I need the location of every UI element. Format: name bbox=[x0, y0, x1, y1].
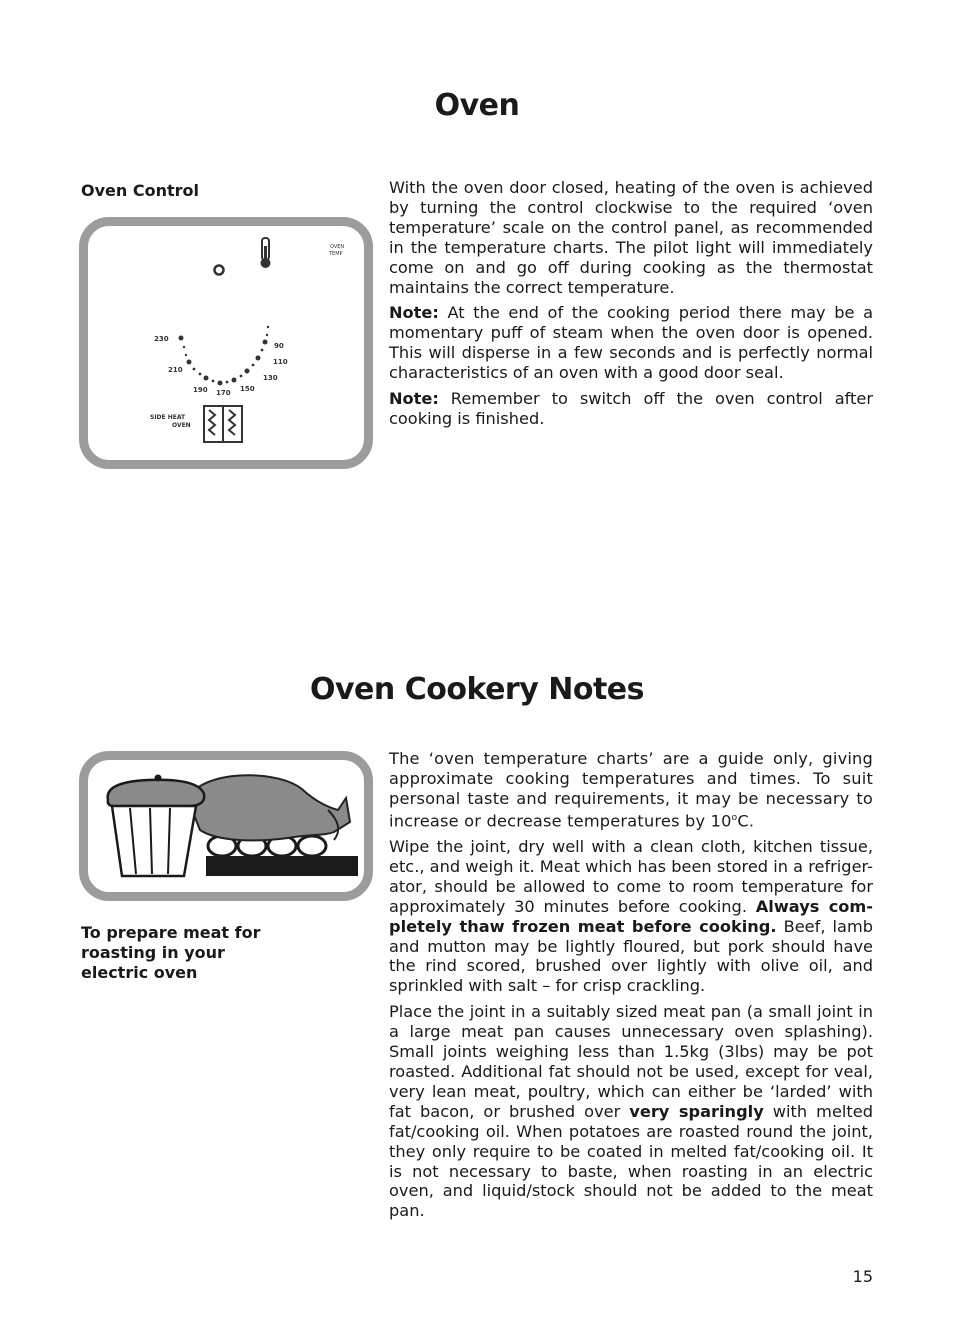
dial-mark-110: 110 bbox=[273, 358, 288, 366]
cookery-paragraph-1 bbox=[389, 749, 873, 831]
oven-title: Oven bbox=[434, 88, 520, 123]
oven-temp-label-2: TEMP bbox=[329, 251, 343, 257]
cookery-paragraph-3 bbox=[389, 1002, 873, 1221]
dial-mark-170: 170 bbox=[216, 389, 231, 397]
degree-symbol: o bbox=[731, 812, 738, 823]
dial-mark-230: 230 bbox=[154, 335, 169, 343]
paragraph-text: Beef, lamb and mutton may be lightly floured, but pork should have the rind scored, brushed over lightly with olive oil, and sprinkled with salt – for crisp crackling. bbox=[389, 916, 873, 996]
note-label: Note: bbox=[389, 389, 439, 409]
note-label: Note: bbox=[389, 303, 439, 323]
pilot-light-icon bbox=[215, 266, 224, 275]
dial-mark-130: 130 bbox=[263, 374, 278, 382]
oven-note-2 bbox=[389, 389, 873, 429]
oven-control-heading: Oven Control bbox=[81, 181, 199, 200]
dial-mark-90: 90 bbox=[274, 342, 284, 350]
paragraph-text: C. bbox=[737, 811, 755, 831]
element-selector-icon bbox=[204, 406, 242, 442]
oven-control-illustration bbox=[79, 217, 373, 469]
oven-note-1 bbox=[389, 303, 873, 383]
dial-mark-190: 190 bbox=[193, 386, 208, 394]
emphasis-text: Always com-pletely thaw frozen meat before cooking. bbox=[389, 896, 873, 936]
oven-paragraph-1: With the oven door closed, heating of the oven is achieved by turning the control clockwise to the required ‘oven temperature’ scale on the control panel, as recommended in the temperature charts. The pilot light will immediately come on and go off during cooking as the thermostat maintains the correct temperature. bbox=[389, 178, 873, 297]
note-text: At the end of the cooking period there may be a momentary puff of steam when the oven door is opened. This will disperse in a few seconds and is perfectly normal characteristics of an oven with a good door seal. bbox=[389, 303, 873, 383]
oven-body-text bbox=[389, 178, 873, 435]
paragraph-text: Place the joint in a suitably sized meat pan (a small joint in a large meat pan causes unnecessary oven splashing). Small joints weighing less than 1.5kg (3lbs) may be pot roasted. Additional fat should not be used, except for veal, very lean meat, poultry, which can either be ‘larded’ with fat bacon, or brushed over bbox=[389, 1002, 873, 1121]
cookery-paragraph-2 bbox=[389, 837, 873, 996]
note-text: Remember to switch off the oven control after cooking is finished. bbox=[389, 389, 873, 428]
oven-dial-diagram bbox=[88, 226, 364, 460]
paragraph-text: The ‘oven temperature charts’ are a guide only, giving approximate cooking temperatures and times. To suit personal taste and requirements, it may be necessary to increase or decrease temperatures by 10 bbox=[389, 749, 873, 831]
emphasis-text: very sparingly bbox=[629, 1101, 764, 1121]
thermometer-icon bbox=[261, 238, 271, 268]
cookery-title: Oven Cookery Notes bbox=[310, 672, 644, 707]
cookery-body-text bbox=[389, 749, 873, 1227]
oven-selector-label: OVEN bbox=[172, 422, 191, 429]
paragraph-text: Wipe the joint, dry well with a clean cloth, kitchen tissue, etc., and weigh it. Meat which has been stored in a refriger-ator, should be allowed to come to room temperature for approximately 30 minutes before cooking. bbox=[389, 837, 873, 916]
roasting-illustration bbox=[79, 751, 373, 901]
prepare-meat-heading: To prepare meat for roasting in your electric oven bbox=[81, 923, 261, 982]
roast-meat-pan-image bbox=[88, 760, 364, 892]
page-number: 15 bbox=[852, 1267, 873, 1286]
dial-mark-210: 210 bbox=[168, 366, 183, 374]
oven-temp-label-1: OVEN bbox=[330, 244, 345, 250]
paragraph-text: with melted fat/cooking oil. When potatoes are roasted round the joint, they only require to be coated in melted fat/cooking oil. It is not necessary to baste, when roasting in an electric oven, and liquid/stock should not be added to the meat pan. bbox=[389, 1101, 873, 1221]
dial-mark-150: 150 bbox=[240, 385, 255, 393]
side-heat-label: SIDE HEAT bbox=[150, 414, 186, 421]
dial-scale bbox=[179, 326, 270, 386]
